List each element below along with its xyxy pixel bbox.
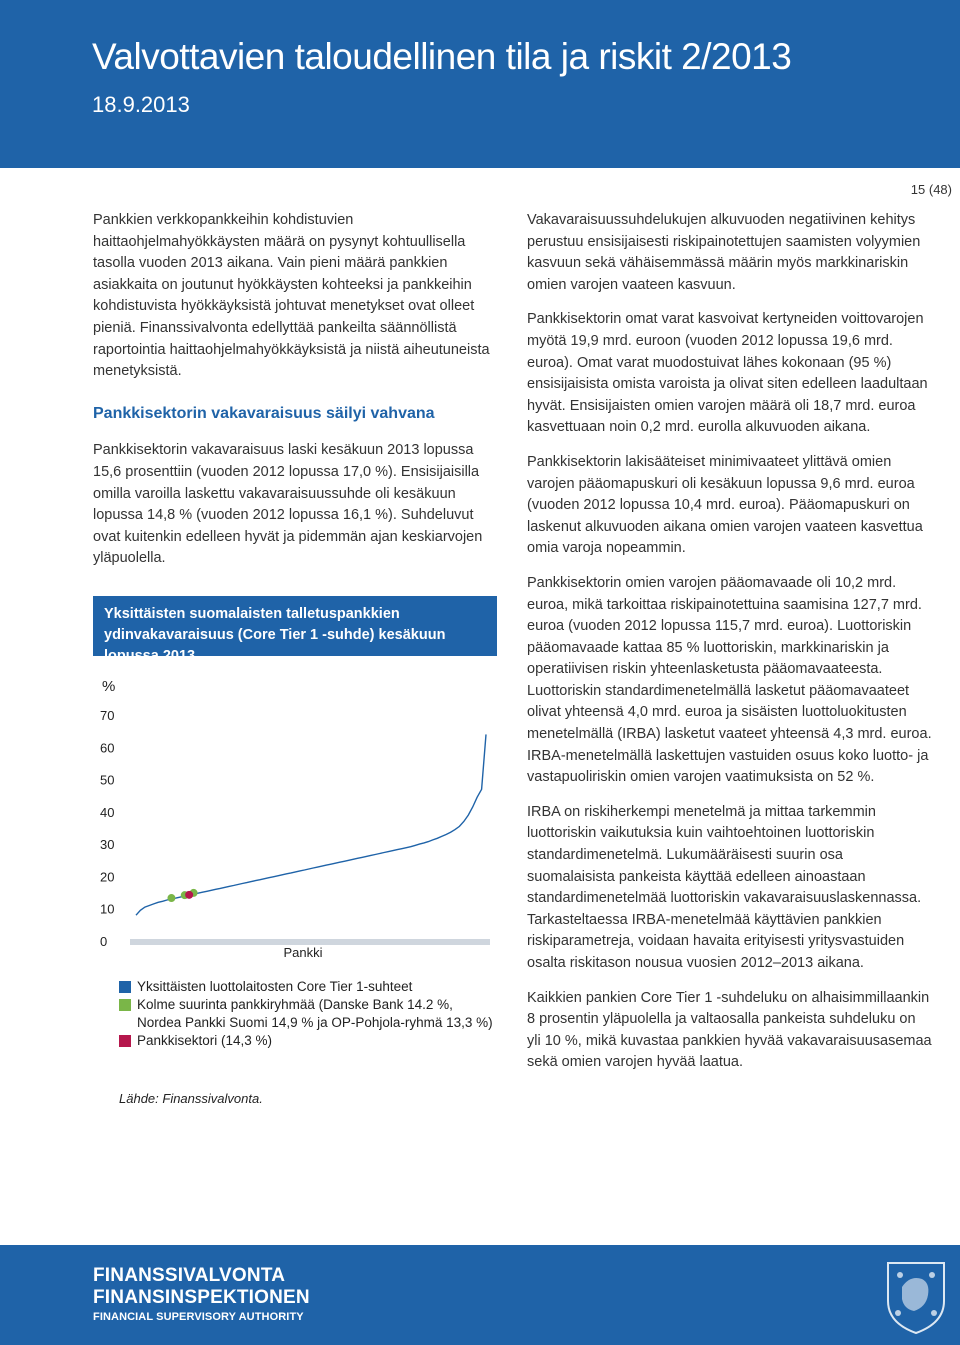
series-line [136,734,486,915]
paragraph: Pankkisektorin lakisääteiset minimivaateet ylittävä omien varojen pääomapuskuri oli kesäkuun lopussa 9,6 mrd. euroa (vuoden 2012 lopussa 10,4 mrd. euroa). Pääomapuskuri on laskenut alkuvuoden aikana omien varojen vaateen kasvettua omia varoja nopeammin. [527,453,923,557]
y-tick-label: 40 [100,804,115,820]
y-tick-labels [100,708,114,949]
chart-title-box [93,596,497,664]
y-tick-label: 30 [100,837,115,853]
legend-label: Kolme suurinta pankkiryhmää (Danske Bank 14.2 %, Nordea Pankki Suomi 14,9 % ja OP-Pohjola-ryhmä 13,3 %) [137,997,493,1030]
legend-label: Pankkisektori (14,3 %) [137,1033,273,1048]
core-tier-chart [90,665,500,970]
page-header [0,0,960,168]
section-heading: Pankkisektorin vakavaraisuus säilyi vahvana [93,404,435,422]
org-name-fi: FINANSSIVALVONTA [93,1265,286,1286]
paragraph: Vakavaraisuussuhdelukujen alkuvuoden negatiivinen kehitys perustuu ensisijaisesti riskipainotettujen saamisten volyymien kasvuun sekä vähäisemmässä määrin myös markkinariskin omien varojen vaateen kasvuun. [527,212,921,293]
paragraph: Pankkien verkkopankkeihin kohdistuvien haittaohjelmahyökkäysten määrä on pysynyt kohtuullisella tasolla vuoden 2013 aikana. Vain pieni määrä pankkien asiakkaita on joutunut hyökkäysten kohteeksi ja pankkeihin kohdistuvista hyökkäyksistä johtuvat menetykset ovat olleet pieniä. Finanssivalvonta edellyttää pankeilta säännöllistä raportointia haittaohjelmahyökkäyksistä ja niistä aiheutuneista menetyksistä. [93,212,490,380]
highlight-point [185,891,193,899]
paragraph: IRBA on riskiherkempi menetelmä ja mittaa tarkemmin luottoriskin vaikutuksia kuin vaihtoehtoinen luottoriskin standardimenetelmä. Lukumääräisesti suurin osa suomalaisista pankeista käyttää edelleen ainoastaan standardimenetelmää luottoriskin vakavaraisuuslaskennassa. Tarkasteltaessa IRBA-menetelmää käyttävien pankkien riskiparametreja, voidaan havaita erityisesti yritysvastuiden osalta riskitason nousua vuosien 2012–2013 aikana. [527,803,922,971]
y-tick-label: 20 [100,869,115,885]
org-name-sv: FINANSINSPEKTIONEN [93,1287,310,1308]
legend-swatch [119,981,131,993]
legend-label: Yksittäisten luottolaitosten Core Tier 1-suhteet [137,979,413,994]
left-column [93,210,498,583]
legend-swatch [119,1035,131,1047]
lion-crest-icon [880,1257,952,1337]
paragraph: Pankkisektorin omien varojen pääomavaade oli 10,2 mrd. euroa, mikä tarkoittaa riskipainotettuina saamisina 127,7 mrd. euroa (vuoden 2012 lopussa 115,7 mrd. euroa). Luottoriskin pääomavaade kattaa 85 % luottoriskin, markkinariskin ja operatiivisen riskin yhteenlasketusta pääomavaateesta. Luottoriskin standardimenetelmällä lasketut pääomavaateet olivat yhteensä 4,0 mrd. euroa ja sisäisten luottoluokitusten menetelmällä (IRBA) lasketut vaateet yhteensä 4,3 mrd. euroa. IRBA-menetelmällä laskettujen vastuiden osuus koko luotto- ja vastapuoliriskin omien varojen vaatimuksista on 52 %. [527,574,932,786]
paragraph: Pankkisektorin vakavaraisuus laski kesäkuun 2013 lopussa 15,6 prosenttiin (vuoden 2012 lopussa 17,0 %). Ensisijaisilla omilla varoilla laskettu vakavaraisuussuhde oli kesäkuun lopussa 14,8 % (vuoden 2012 lopussa 16,1 %). Suhdeluvut ovat kuitenkin edelleen hyvät ja pidemmän ajan keskiarvojen yläpuolella. [93,442,483,567]
chart-legend [119,978,499,1050]
y-tick-label: 10 [100,901,115,917]
legend-swatch [119,999,131,1011]
org-name-en: FINANCIAL SUPERVISORY AUTHORITY [93,1311,304,1323]
highlight-points [167,889,197,902]
chart-title: Yksittäisten suomalaisten talletuspankkien ydinvakavaraisuus (Core Tier 1 -suhde) kesäkuun lopussa 2013 [104,606,446,664]
page-number: 15 (48) [910,182,952,197]
x-axis-label: Pankki [283,945,323,960]
paragraph: Kaikkien pankien Core Tier 1 -suhdeluku on alhaisimmillaankin 8 prosentin yläpuolella ja valtaosalla pankeista suhdeluku on yli 10 %, mikä kuvastaa pankkien hyvää vakavaraisuusasemaa sekä omien varojen hyvää laatua. [527,989,932,1071]
chart-source: Lähde: Finanssivalvonta. [119,1091,263,1106]
report-date: 18.9.2013 [92,92,190,117]
y-axis-label: % [102,678,116,695]
highlight-point [167,894,175,902]
legend-item [119,996,499,1032]
y-tick-label: 50 [100,772,115,788]
page-footer [0,1245,960,1345]
right-column [527,210,932,1087]
legend-item [119,1032,499,1050]
y-tick-label: 0 [100,934,108,949]
legend-item [119,978,499,996]
paragraph: Pankkisektorin omat varat kasvoivat kertyneiden voittovarojen myötä 19,9 mrd. euroon (vuoden 2012 lopussa 19,6 mrd. euroa). Omat varat muodostuivat lähes kokonaan (95 %) ensisijaisista omista varoista ja olivat siten edelleen laadultaan hyvät. Ensisijaisten omien varojen määrä oli 18,7 mrd. euroa kasvettuaan noin 0,2 mrd. eurolla alkuvuoden aikana. [527,311,928,436]
y-tick-label: 60 [100,740,115,756]
y-tick-label: 70 [100,708,115,723]
report-title: Valvottavien taloudellinen tila ja riskit 2/2013 [92,36,792,77]
